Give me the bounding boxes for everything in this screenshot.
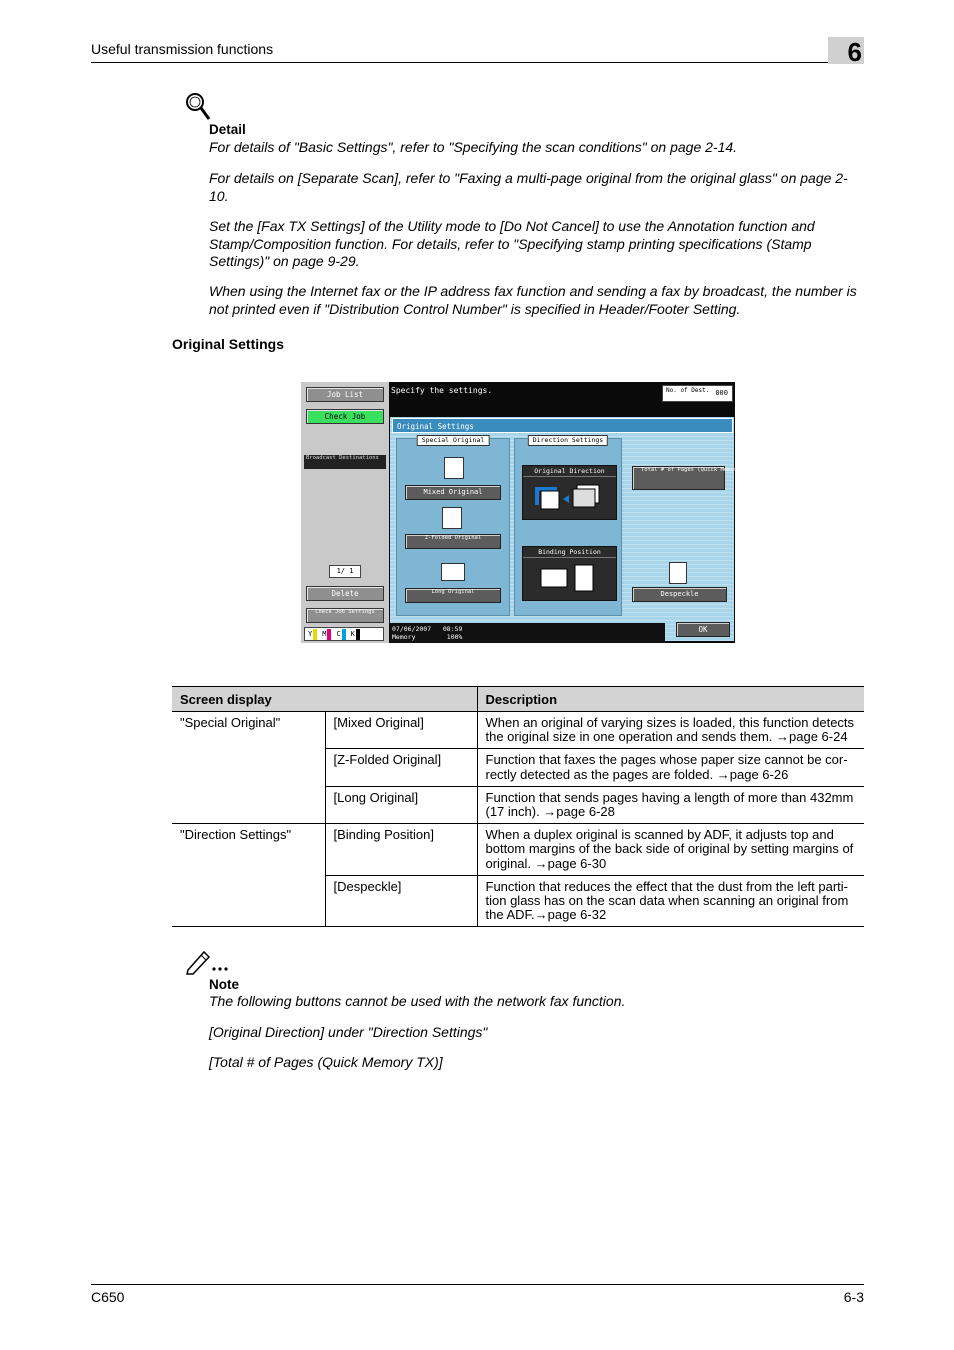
status-date: 07/06/2007 xyxy=(392,625,432,633)
note-paragraph: The following buttons cannot be used with the network fax function. xyxy=(209,993,626,1009)
original-direction-icon xyxy=(529,481,609,513)
destination-counter-label: No. of Dest. xyxy=(666,387,710,394)
direction-settings-group xyxy=(514,438,622,616)
special-original-title: Special Original xyxy=(417,435,490,446)
check-job-settings-button[interactable]: Check Job Settings xyxy=(306,608,384,623)
description-table xyxy=(172,686,864,927)
zfolded-original-icon xyxy=(442,507,462,529)
table-row xyxy=(172,712,864,749)
toner-label-k: K xyxy=(350,630,355,638)
table-cell-item: [Z-Folded Original] xyxy=(325,749,477,786)
toner-bar-m xyxy=(327,629,331,640)
toner-bar-k xyxy=(356,629,360,640)
toner-label-m: M xyxy=(322,630,327,638)
table-cell-group: "Special Original" xyxy=(172,712,325,824)
table-cell-item: [Mixed Original] xyxy=(325,712,477,749)
despeckle-button[interactable]: Despeckle xyxy=(632,587,727,602)
pencil-icon xyxy=(185,948,233,974)
zfolded-original-button[interactable]: Z-Folded Original xyxy=(405,534,501,549)
binding-position-label: Binding Position xyxy=(523,547,616,558)
toner-label-c: C xyxy=(336,630,341,638)
note-paragraph: [Total # of Pages (Quick Memory TX)] xyxy=(209,1054,443,1070)
status-time: 08:59 xyxy=(442,625,463,633)
original-direction-button[interactable] xyxy=(522,465,617,520)
long-original-button[interactable]: Long Original xyxy=(405,588,501,603)
table-cell-desc: When a duplex original is scanned by ADF, it adjusts top and bottom margins of the back side of original by setting margins of original. →page 6-30 xyxy=(477,824,864,876)
despeckle-icon xyxy=(669,562,687,584)
long-original-icon xyxy=(441,563,465,581)
toner-label-y: Y xyxy=(308,630,313,638)
footer-model: C650 xyxy=(91,1289,125,1305)
table-cell-desc: When an original of varying sizes is loaded, this function detects the original size in one operation and sends them. →page 6-24 xyxy=(477,712,864,749)
table-cell-desc: Function that faxes the pages whose paper size cannot be cor-rectly detected as the pages are folded. →page 6-26 xyxy=(477,749,864,786)
running-header: Useful transmission functions xyxy=(91,41,274,57)
detail-paragraph: For details of "Basic Settings", refer to "Specifying the scan conditions" on page 2-14. xyxy=(209,139,738,155)
table-cell-group: "Direction Settings" xyxy=(172,824,325,927)
toner-bar-c xyxy=(342,629,346,640)
status-memory-value: 100% xyxy=(446,633,463,641)
detail-paragraph: When using the Internet fax or the IP address fax function and sending a fax by broadcast, the number is not printed even if "Distribution Control Number" is specified in Header/Footer Setting. xyxy=(209,283,857,317)
toner-levels xyxy=(304,627,384,641)
table-header-screen-display: Screen display xyxy=(172,687,477,712)
detail-paragraph: For details on [Separate Scan], refer to "Faxing a multi-page original from the original glass" on page 2-10. xyxy=(209,170,848,204)
header-rule xyxy=(91,62,864,63)
chapter-number: 6 xyxy=(828,37,864,64)
table-header-row xyxy=(172,687,864,712)
broadcast-destinations-label: Broadcast Destinations xyxy=(304,455,386,469)
mixed-original-button[interactable]: Mixed Original xyxy=(405,485,501,500)
table-cell-desc: Function that reduces the effect that the dust from the left parti-tion glass has on the scan data when scanning an original from the ADF.→page 6-32 xyxy=(477,875,864,927)
delete-button[interactable]: Delete xyxy=(306,586,384,601)
table-cell-item: [Despeckle] xyxy=(325,875,477,927)
special-original-group xyxy=(396,438,510,616)
toner-bar-y xyxy=(313,629,317,640)
device-screenshot xyxy=(301,382,754,643)
table-row xyxy=(172,824,864,876)
original-direction-label: Original Direction xyxy=(523,466,616,477)
note-label: Note xyxy=(209,977,239,992)
table-header-description: Description xyxy=(477,687,864,712)
direction-settings-title: Direction Settings xyxy=(528,435,608,446)
destination-counter xyxy=(662,385,733,402)
footer-rule xyxy=(91,1284,864,1285)
binding-position-icon xyxy=(541,565,601,593)
section-title: Original Settings xyxy=(172,336,285,352)
status-bar xyxy=(390,623,665,643)
ok-button[interactable]: OK xyxy=(676,622,730,637)
table-cell-item: [Long Original] xyxy=(325,786,477,823)
destination-counter-value: 000 xyxy=(715,389,728,397)
total-pages-button[interactable]: Total # of Pages (Quick Memory TX) xyxy=(632,466,725,490)
panel-title: Original Settings xyxy=(392,418,733,433)
magnifier-icon xyxy=(185,92,211,122)
binding-position-button[interactable] xyxy=(522,546,617,601)
footer-page-number: 6-3 xyxy=(843,1289,864,1305)
device-sidebar xyxy=(301,382,389,643)
mixed-original-icon xyxy=(444,457,464,479)
table-cell-item: [Binding Position] xyxy=(325,824,477,876)
page-counter: 1/ 1 xyxy=(329,565,361,578)
job-list-button[interactable]: Job List xyxy=(306,387,384,402)
note-paragraph: [Original Direction] under "Direction Settings" xyxy=(209,1024,488,1040)
table-cell-desc: Function that sends pages having a length of more than 432mm (17 inch). →page 6-28 xyxy=(477,786,864,823)
status-memory-label: Memory xyxy=(392,633,416,641)
check-job-button[interactable]: Check Job xyxy=(306,409,384,424)
detail-label: Detail xyxy=(209,122,246,137)
detail-paragraph: Set the [Fax TX Settings] of the Utility mode to [Do Not Cancel] to use the Annotation function and Stamp/Composition function. For details, refer to "Specifying stamp printing specifications (Stamp Settings)" on page 9-29. xyxy=(209,218,815,269)
instruction-message: Specify the settings. xyxy=(391,386,493,395)
